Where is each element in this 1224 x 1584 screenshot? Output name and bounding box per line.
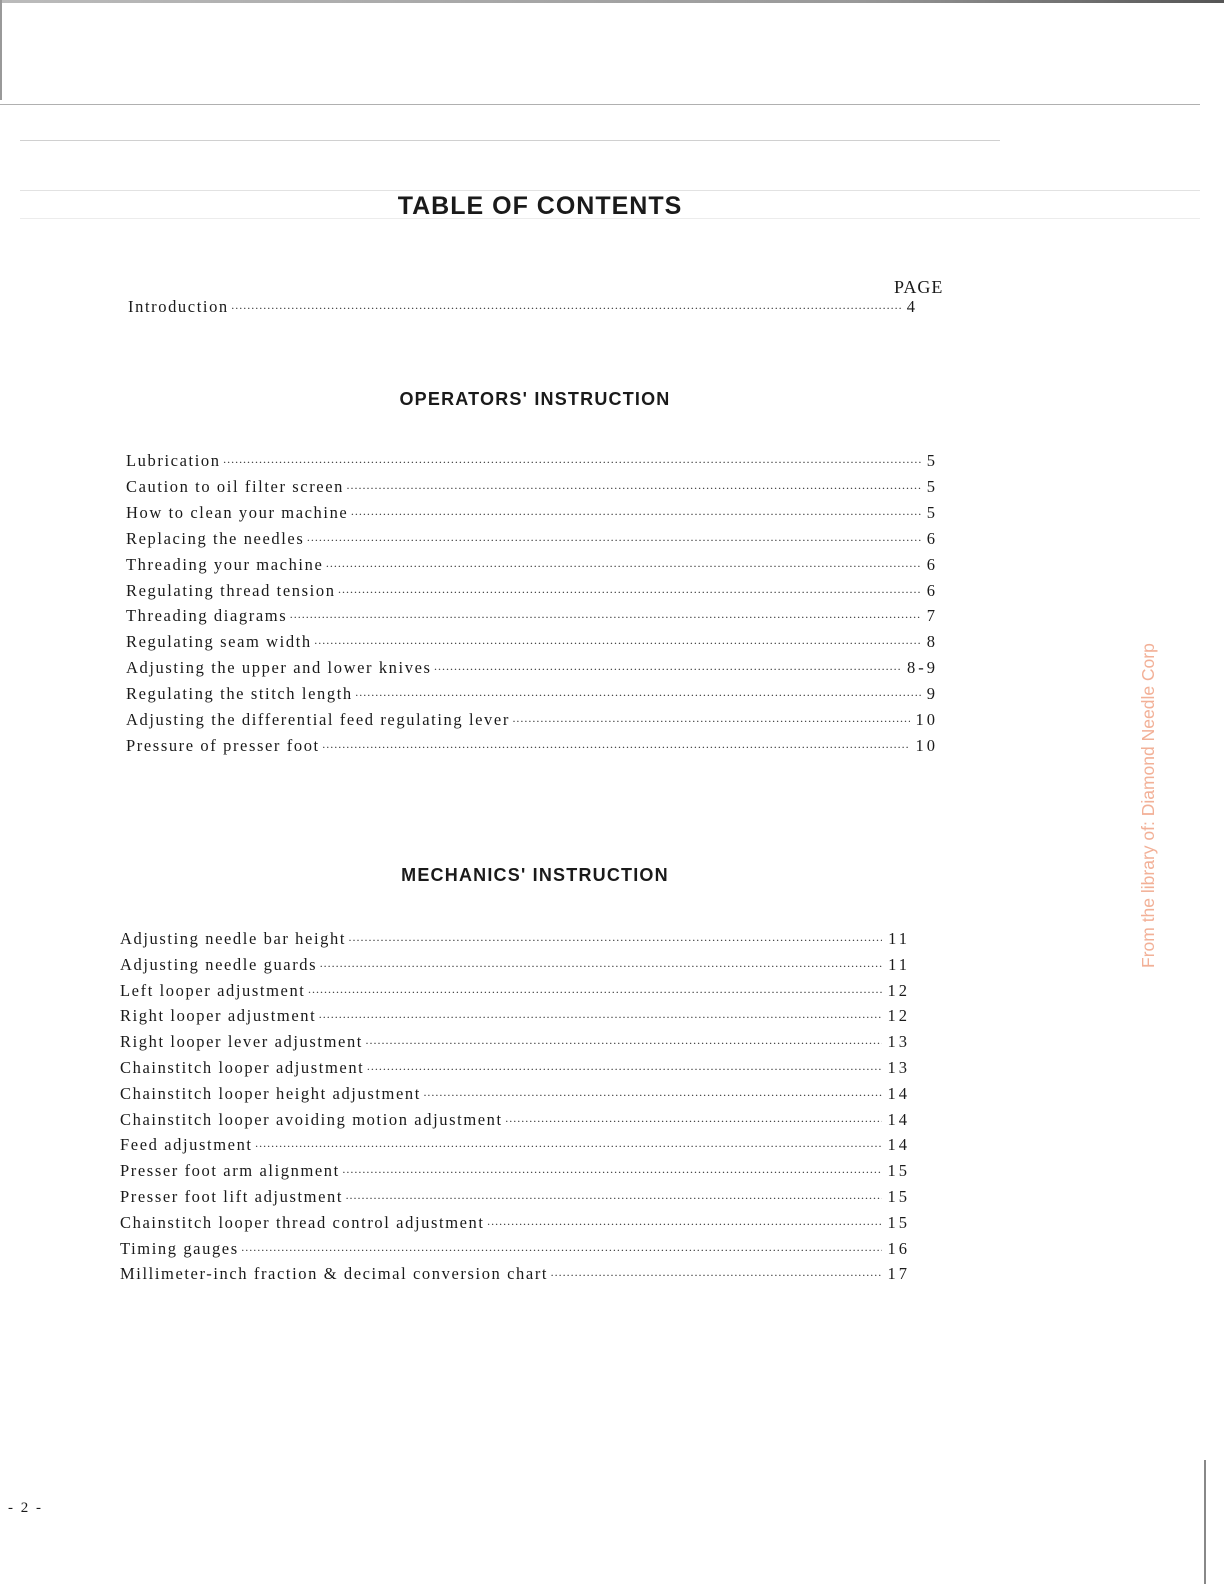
dot-leader <box>487 1217 882 1232</box>
toc-entry-page: 17 <box>887 1264 910 1284</box>
toc-entry-text: How to clean your machine <box>126 502 349 522</box>
page-number: - 2 - <box>8 1500 43 1516</box>
toc-entry-text: Presser foot arm alignment <box>120 1161 340 1181</box>
toc-entry-introduction[interactable] <box>128 297 918 321</box>
toc-entry[interactable] <box>120 929 910 953</box>
toc-entry-text: Pressure of presser foot <box>126 735 320 755</box>
toc-entry[interactable] <box>120 1264 910 1288</box>
dot-leader <box>550 1268 881 1283</box>
dot-leader <box>314 636 921 651</box>
operators-section-heading: OPERATORS' INSTRUCTION <box>399 389 671 409</box>
dot-leader <box>342 1165 882 1180</box>
dot-leader <box>306 533 920 548</box>
toc-entry-text: Chainstitch looper adjustment <box>120 1058 365 1077</box>
dot-leader <box>241 1243 882 1258</box>
dot-leader <box>434 662 901 677</box>
toc-entry-page: 16 <box>887 1238 910 1258</box>
toc-entry-text: Regulating thread tension <box>126 580 336 600</box>
toc-entry-text: Introduction <box>128 297 229 316</box>
dot-leader <box>365 1036 882 1051</box>
scan-right-edge <box>1204 1460 1206 1584</box>
dot-leader <box>338 585 921 600</box>
dot-leader <box>512 714 910 729</box>
toc-entry[interactable] <box>120 1084 910 1108</box>
toc-entry-text: Presser foot lift adjustment <box>120 1187 344 1206</box>
toc-entry-page: 10 <box>915 735 938 755</box>
dot-leader <box>223 455 921 470</box>
toc-entry[interactable] <box>120 1006 910 1030</box>
toc-entry-text: Threading diagrams <box>126 606 288 626</box>
toc-entry-page: 5 <box>926 476 938 496</box>
dot-leader <box>366 1062 881 1077</box>
toc-entry-page: 15 <box>887 1161 910 1181</box>
toc-entry-page: 5 <box>926 451 938 470</box>
toc-entry[interactable] <box>120 955 910 979</box>
toc-entry-page: 9 <box>926 684 938 704</box>
toc-entry[interactable] <box>126 658 938 682</box>
dot-leader <box>319 959 882 974</box>
toc-entry-page: 4 <box>906 297 918 316</box>
toc-entry-text: Threading your machine <box>126 554 324 574</box>
toc-entry[interactable] <box>120 1135 910 1159</box>
dot-leader <box>325 559 920 574</box>
toc-entry-text: Replacing the needles <box>126 528 305 548</box>
toc-entry-text: Adjusting needle guards <box>120 954 318 974</box>
scan-left-border <box>0 0 2 100</box>
toc-entry-text: Regulating seam width <box>126 632 312 652</box>
toc-entry-page: 13 <box>887 1058 910 1077</box>
toc-entry[interactable] <box>120 1239 910 1263</box>
toc-entry[interactable] <box>120 1161 910 1185</box>
toc-entry-text: Adjusting needle bar height <box>120 929 347 948</box>
dot-leader <box>505 1114 882 1129</box>
toc-entry-page: 14 <box>887 1135 910 1155</box>
toc-entry-page: 10 <box>915 710 938 729</box>
toc-entry[interactable] <box>126 632 938 656</box>
toc-entry-text: Chainstitch looper height adjustment <box>120 1083 421 1103</box>
dot-leader <box>231 301 901 316</box>
mechanics-section-heading: MECHANICS' INSTRUCTION <box>401 865 669 885</box>
toc-entry-page: 6 <box>926 580 938 600</box>
toc-entry[interactable] <box>126 606 938 630</box>
toc-entry[interactable] <box>120 981 910 1005</box>
toc-entry-page: 8-9 <box>907 658 938 678</box>
toc-entry[interactable] <box>126 503 938 527</box>
dot-leader <box>355 688 921 703</box>
toc-entry-text: Chainstitch looper thread control adjustment <box>120 1212 485 1232</box>
scan-line <box>20 140 1000 141</box>
toc-entry-page: 6 <box>926 528 938 548</box>
scan-line <box>20 190 1200 191</box>
toc-entry-text: Lubrication <box>126 451 221 470</box>
toc-entry[interactable] <box>126 477 938 501</box>
toc-entry[interactable] <box>126 684 938 708</box>
scan-top-border <box>0 0 1224 3</box>
toc-entry-page: 12 <box>887 980 910 1000</box>
toc-entry[interactable] <box>126 736 938 760</box>
toc-entry-text: Left looper adjustment <box>120 980 306 1000</box>
toc-entry[interactable] <box>120 1032 910 1056</box>
dot-leader <box>289 610 921 625</box>
toc-entry-page: 8 <box>926 632 938 652</box>
toc-entry-page: 5 <box>926 502 938 522</box>
scan-line <box>0 104 1200 105</box>
dot-leader <box>348 933 882 948</box>
toc-entry[interactable] <box>120 1058 910 1082</box>
toc-entry-text: Regulating the stitch length <box>126 684 353 704</box>
dot-leader <box>255 1139 882 1154</box>
toc-entry[interactable] <box>120 1110 910 1134</box>
toc-entry-page: 11 <box>888 954 910 974</box>
toc-entry-page: 14 <box>887 1109 910 1129</box>
page-title: TABLE OF CONTENTS <box>397 192 683 220</box>
toc-entry[interactable] <box>126 555 938 579</box>
toc-entry[interactable] <box>120 1187 910 1211</box>
dot-leader <box>322 740 910 755</box>
toc-entry-page: 6 <box>926 554 938 574</box>
toc-entry-page: 15 <box>887 1187 910 1206</box>
library-watermark <box>1138 600 1158 968</box>
toc-entry[interactable] <box>126 451 938 475</box>
dot-leader <box>346 481 921 496</box>
dot-leader <box>350 507 920 522</box>
toc-entry-page: 15 <box>887 1212 910 1232</box>
watermark-text: From the library of: Diamond Needle Corp <box>1138 643 1158 968</box>
toc-entry-page: 13 <box>887 1032 910 1052</box>
toc-entry-text: Right looper adjustment <box>120 1006 317 1026</box>
toc-entry[interactable] <box>120 1213 910 1237</box>
toc-entry-text: Millimeter-inch fraction & decimal conversion chart <box>120 1264 549 1284</box>
page-column-label: PAGE <box>894 277 944 297</box>
toc-entry-text: Adjusting the upper and lower knives <box>126 658 432 678</box>
dot-leader <box>345 1191 881 1206</box>
toc-entry-text: Adjusting the differential feed regulating lever <box>126 710 510 729</box>
toc-entry-page: 7 <box>926 606 938 626</box>
dot-leader <box>308 985 882 1000</box>
toc-entry-text: Right looper lever adjustment <box>120 1032 363 1052</box>
toc-entry-page: 12 <box>887 1006 910 1026</box>
toc-entry[interactable] <box>126 710 938 734</box>
toc-entry[interactable] <box>126 529 938 553</box>
dot-leader <box>318 1010 881 1025</box>
toc-entry-text: Chainstitch looper avoiding motion adjustment <box>120 1109 503 1129</box>
toc-entry-page: 14 <box>887 1083 910 1103</box>
toc-entry-page: 11 <box>888 929 910 948</box>
toc-entry[interactable] <box>126 581 938 605</box>
toc-entry-text: Feed adjustment <box>120 1135 253 1155</box>
toc-entry-text: Caution to oil filter screen <box>126 476 345 496</box>
toc-entry-text: Timing gauges <box>120 1238 239 1258</box>
dot-leader <box>423 1088 882 1103</box>
